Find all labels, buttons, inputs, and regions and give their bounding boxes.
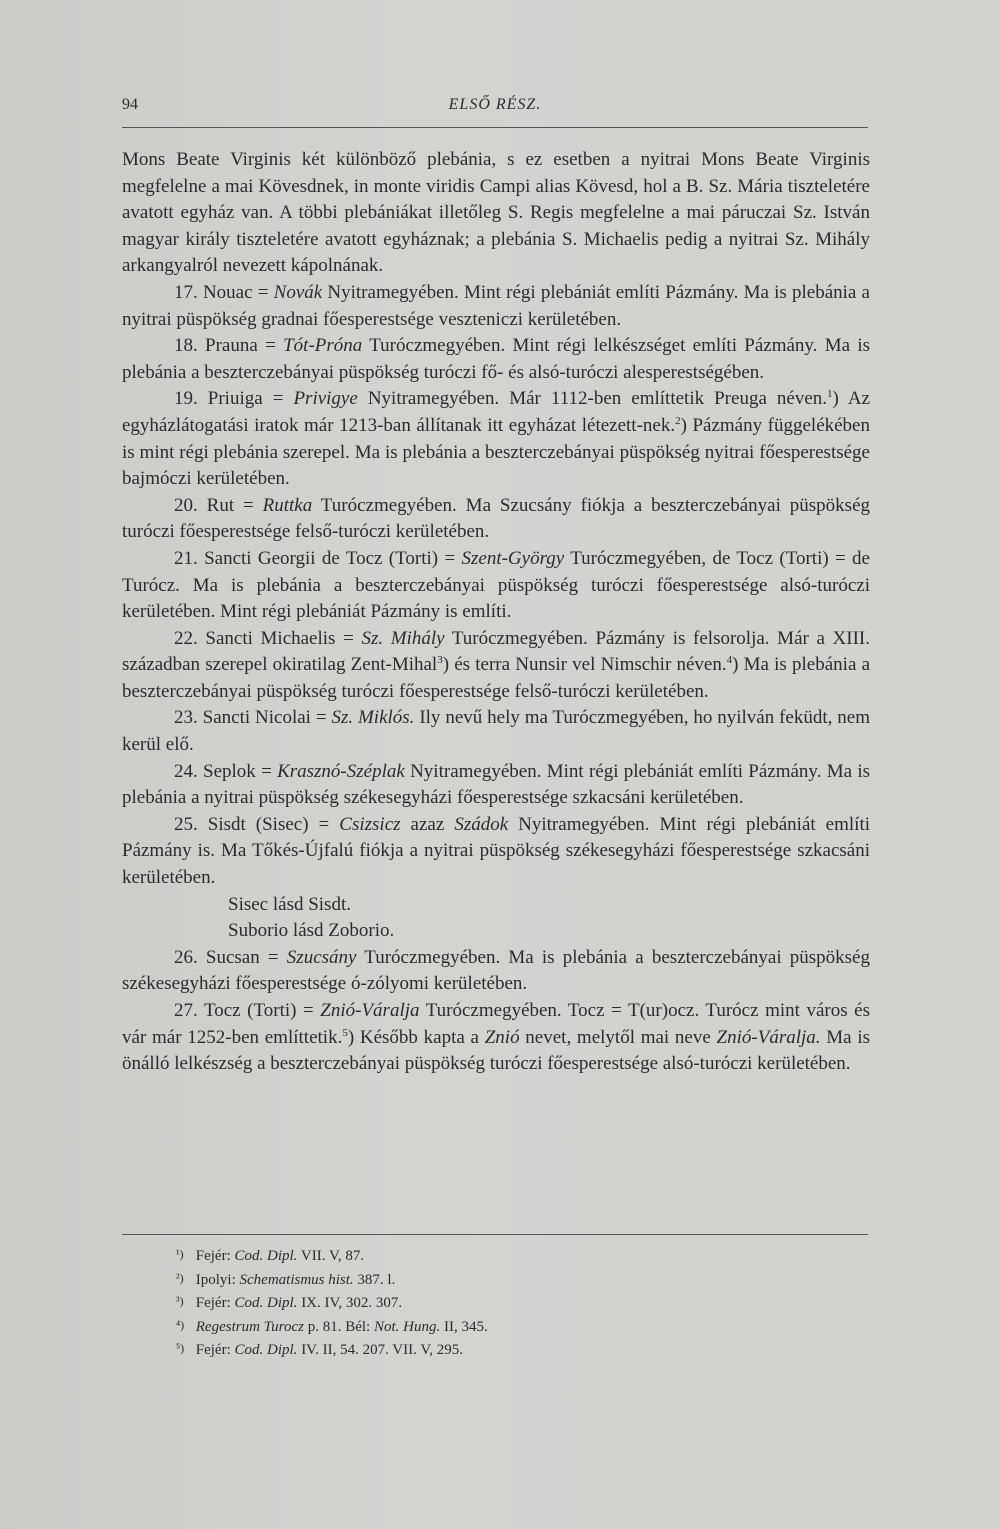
text-run: IX. IV, 302. 307.	[297, 1295, 403, 1311]
footnote	[176, 1291, 776, 1315]
italic-place-name: Cod. Dipl.	[234, 1295, 298, 1311]
italic-place-name: Znió	[484, 1026, 520, 1048]
italic-place-name: Privigye	[293, 388, 358, 410]
text-run: Turóczmegyében. Ma Szucsány fiókja a beszterczebányai püspökség turóczi főesperestsége felső-turóczi kerületében.	[122, 494, 871, 543]
text-run: Turóczmegyében. Mint régi lelkészséget említi Pázmány. Ma is plebánia a beszterczebányai püspökség turóczi fő- és alsó-turóczi alesperestségében.	[122, 335, 871, 383]
intro-paragraph	[122, 147, 870, 280]
entry-paragraph	[122, 945, 870, 998]
italic-place-name: Novák	[273, 281, 323, 303]
text-run: 26. Sucsan =	[174, 946, 287, 968]
text-run: 17. Nouac =	[174, 281, 274, 303]
text-run: Ily nevű hely ma Turóczmegyében, ho nyilván feküdt, nem kerül elő.	[122, 707, 870, 756]
text-run: Ma is önálló lelkészség a beszterczebányai püspökség turóczi főesperestsége alsó-turóczi kerületében.	[122, 1026, 870, 1075]
text-run: 24. Seplok =	[174, 760, 278, 782]
entry-paragraph	[122, 998, 870, 1078]
text-run: 25. Sisdt (Sisec) =	[174, 813, 340, 835]
footnote-marker: 3	[437, 654, 443, 667]
page-header	[122, 96, 868, 120]
entry-paragraph	[122, 812, 870, 892]
text-run: ) Az egyházlátogatási iratok már 1213-ban állítanak itt egyházat létezett-nek.	[122, 388, 870, 436]
entry-paragraph	[122, 333, 870, 386]
footnote-marker: 5	[342, 1026, 348, 1039]
italic-place-name: Tót-Próna	[283, 335, 363, 357]
footnote-number: ³)	[176, 1294, 184, 1308]
cross-reference: Suborio lásd Zoborio.	[228, 920, 395, 942]
text-run: II, 345.	[440, 1318, 488, 1335]
text-run: azaz	[400, 813, 455, 835]
cross-reference: Sisec lásd Sisdt.	[228, 893, 351, 915]
italic-place-name: Znió-Váralja	[320, 1000, 420, 1021]
footnote	[176, 1268, 776, 1292]
italic-place-name: Regestrum Turocz	[195, 1318, 304, 1335]
text-run: Ipolyi:	[192, 1271, 240, 1288]
text-run: 20. Rut =	[174, 494, 263, 516]
text-run: Turóczmegyében, de Tocz (Torti) = de Turócz. Ma is plebánia a beszterczebányai püspökség turóczi főesperestsége alsó-turóczi kerületében. Mint régi plebániát Pázmány is említi.	[122, 547, 870, 623]
italic-place-name: Not. Hung.	[373, 1318, 441, 1335]
text-run: 21. Sancti Georgii de Tocz (Torti) =	[174, 547, 462, 569]
entry-paragraph	[122, 280, 870, 333]
italic-place-name: Sz. Miklós.	[331, 707, 415, 729]
text-run: Turóczmegyében. Ma is plebánia a beszterczebányai püspökség székesegyházi főesperestsége ó-zólyomi kerületében.	[122, 946, 870, 995]
italic-place-name: Znió-Váralja.	[716, 1026, 821, 1048]
italic-place-name: Csizsicz	[339, 813, 401, 835]
italic-place-name: Schematismus hist.	[239, 1271, 354, 1288]
footnote-marker: 4	[726, 654, 733, 667]
footnote-number: ¹)	[176, 1247, 184, 1261]
text-run: nevet, melytől mai neve	[519, 1026, 717, 1048]
entry-paragraph	[122, 759, 870, 812]
italic-place-name: Cod. Dipl.	[234, 1342, 298, 1358]
footnote-marker: 1	[827, 388, 833, 401]
footnote-number: ²)	[176, 1270, 184, 1285]
entry-paragraph	[122, 626, 870, 706]
text-run: Nyitramegyében. Mint régi plebániát említi Pázmány is. Ma Tőkés-Újfalú fiókja a nyitrai püspökség székesegyházi főesperestsége szkacsáni kerületében.	[122, 813, 871, 889]
italic-place-name: Szucsány	[286, 946, 357, 968]
text-run: Nyitramegyében. Mint régi plebániát említi Pázmány. Ma is plebánia a nyitrai püspökség székesegyházi főesperestsége szkacsáni kerületében.	[122, 760, 870, 809]
text-run: Turóczmegyében. Pázmány is felsorolja. Már a XIII. században szerepel okiratilag Zent-Mihal	[122, 627, 870, 676]
text-run: 27. Tocz (Torti) =	[174, 1000, 321, 1021]
text-run: 19. Priuiga =	[174, 388, 294, 410]
text-run: Nyitramegyében. Már 1112-ben említtetik Preuga néven.	[357, 388, 828, 410]
footnotes	[176, 1244, 776, 1362]
footnote	[176, 1315, 776, 1339]
italic-place-name: Ruttka	[262, 494, 313, 516]
entry-paragraph	[122, 546, 870, 626]
footnote	[176, 1244, 776, 1268]
text-run: 23. Sancti Nicolai =	[174, 707, 332, 729]
text-run: p. 81. Bél:	[303, 1318, 374, 1335]
italic-place-name: Krasznó-Széplak	[277, 760, 405, 782]
footnote-rule	[122, 1234, 868, 1235]
text-run: Turóczmegyében. Tocz = T(ur)ocz. Turócz mint város és vár már 1252-ben említtetik.	[122, 1000, 870, 1048]
text-run: 18. Prauna =	[174, 335, 284, 357]
entry-paragraph	[122, 705, 870, 758]
footnote-number: ⁴)	[176, 1317, 185, 1332]
italic-place-name: Szádok	[454, 813, 509, 835]
main-text	[122, 147, 870, 1078]
text-run: Fejér:	[192, 1295, 235, 1311]
footnote-marker: 2	[675, 414, 681, 427]
running-title: ELSŐ RÉSZ.	[448, 96, 542, 113]
footnote-number: ⁵)	[176, 1341, 185, 1355]
text-run: Fejér:	[192, 1248, 235, 1264]
header-rule	[122, 127, 868, 128]
text-run: VII. V, 87.	[297, 1248, 365, 1264]
italic-place-name: Cod. Dipl.	[234, 1248, 298, 1264]
text-run: ) és terra Nunsir vel Nimschir néven.	[442, 654, 727, 676]
text-run: Mons Beate Virginis két különböző plebánia, s ez esetben a nyitrai Mons Beate Virginis megfelelne a mai Kövesdnek, in monte viridis Campi alias Kövesd, hol a B. Sz. Mária tiszteletére avatott egyház van. A többi plebániákat illetőleg S. Regis megfelelne a mai páruczai Sz. István magyar király tiszteletére avatott egyháznak; a plebánia S. Michaelis pedig a nyitrai Sz. Mihály arkangyalról nevezett kápolnának.	[122, 149, 870, 277]
text-run: Nyitramegyében. Mint régi plebániát említi Pázmány. Ma is plebánia a nyitrai püspökség gradnai főesperestsége veszteniczi kerületében.	[122, 281, 870, 330]
italic-place-name: Sz. Mihály	[361, 627, 445, 649]
text-run: Fejér:	[192, 1342, 235, 1358]
text-run: ) Később kapta a	[347, 1026, 485, 1048]
text-run: 22. Sancti Michaelis =	[174, 627, 362, 649]
text-run: IV. II, 54. 207. VII. V, 295.	[297, 1342, 464, 1358]
page-number: 94	[122, 96, 138, 113]
text-run: ) Pázmány függelékében is mint régi plebánia szerepel. Ma is plebánia a beszterczebányai püspökség nyitrai főesperestsége bajmóczi kerületében.	[122, 414, 870, 490]
footnote	[176, 1338, 776, 1362]
entry-paragraph	[122, 386, 870, 492]
text-run: 387. l.	[353, 1271, 396, 1288]
italic-place-name: Szent-György	[461, 547, 565, 569]
entry-paragraph	[122, 493, 870, 546]
text-run: ) Ma is plebánia a beszterczebányai püspökség turóczi főesperestsége felső-turóczi kerületében.	[122, 654, 871, 702]
